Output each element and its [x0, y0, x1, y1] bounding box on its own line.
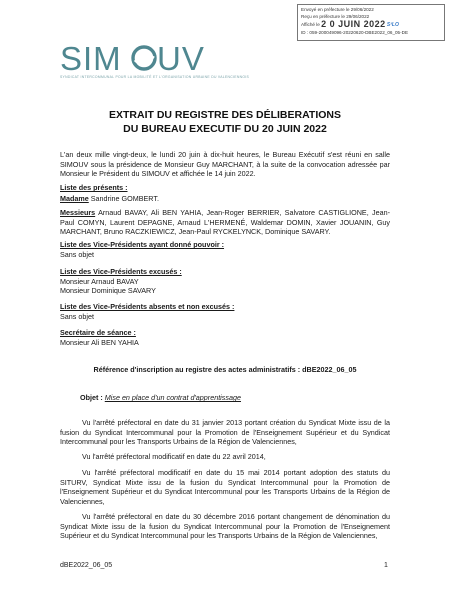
- stamp-date: 2 0 JUIN 2022: [321, 20, 386, 29]
- stamp-received: Reçu en préfecture le 29/06/2022: [301, 14, 370, 19]
- logo-text-uv: UV: [157, 40, 205, 75]
- objet-label: Objet :: [80, 393, 103, 402]
- excuses-section: [60, 267, 390, 296]
- secretaire-text: Monsieur Ali BEN YAHIA: [60, 337, 139, 347]
- title-line-1: EXTRAIT DU REGISTRE DES DÉLIBERATIONS: [109, 109, 341, 121]
- page-title: [60, 108, 390, 136]
- present-heading: Liste des présents :: [60, 183, 128, 192]
- stamp-posted: Affiché le 2 0 JUIN 2022 S²LO: [301, 20, 399, 29]
- prefecture-stamp: [297, 4, 445, 41]
- excuse-1: Monsieur Arnaud BAVAY: [60, 276, 139, 286]
- stamp-sent: Envoyé en préfecture le 29/06/2022: [301, 7, 374, 12]
- absents-heading: Liste des Vice-Présidents absents et non excusés :: [60, 302, 235, 311]
- logo-text-sim: SIM: [60, 40, 122, 75]
- messieurs-label: Messieurs: [60, 208, 96, 218]
- messieurs-names: Arnaud BAVAY, Ali BEN YAHIA, Jean-Roger BERRIER, Salvatore CASTIGLIONE, Jean-Paul COMYN, Laurent DEPAGNE, Arnaud L'HERMENÉ, Waldemar DOMIN, Xavier JOUANIN, Guy MARCHANT, Bruno RACZKIEWICZ, Jean-Paul RYCKELYNCK, Dominique SAVARY.: [60, 208, 390, 237]
- absents-section: [60, 302, 390, 321]
- logo-o-icon: [133, 47, 155, 69]
- vu-2: Vu l'arrêté préfectoral modificatif en date du 22 avril 2014,: [82, 452, 266, 461]
- pouvoir-text: Sans objet: [60, 249, 94, 259]
- title-line-2: DU BUREAU EXECUTIF DU 20 JUIN 2022: [123, 123, 327, 135]
- objet-text: Mise en place d'un contrat d'apprentissage: [104, 393, 241, 402]
- vu-1: Vu l'arrêté préfectoral en date du 31 janvier 2013 portant création du Syndicat Mixte issu de la fusion du Syndicat Intercommunal pour la Promotion de l'Enseignement Supérieur et du Syndicat Intercommunal pour les Transports Urbains de la Région de Valenciennes,: [60, 418, 390, 447]
- footer-reference: dBE2022_06_05: [60, 562, 113, 569]
- present-section: [60, 183, 390, 237]
- excuse-2: Monsieur Dominique SAVARY: [60, 286, 156, 296]
- s2low-logo: S²LO: [386, 22, 399, 28]
- secretaire-section: [60, 328, 390, 347]
- intro-paragraph: L'an deux mille vingt-deux, le lundi 20 juin à dix-huit heures, le Bureau Exécutif s'est réuni en salle SIMOUV sous la présidence de Monsieur Guy MARCHANT, à la suite de la convocation adressée par Monsieur le Président du SIMOUV et affichée le 14 juin 2022.: [60, 150, 390, 179]
- absents-text: Sans objet: [60, 311, 94, 321]
- vu-3: Vu l'arrêté préfectoral modificatif en date du 15 mai 2014 portant adoption des statuts du SITURV, Syndicat Mixte issu de la fusion du Syndicat Intercommunal pour la Promotion de l'Enseignement Supérieur et du Syndicat Intercommunal pour les Transports Urbains de la Région de Valenciennes,: [60, 468, 390, 506]
- vu-4: Vu l'arrêté préfectoral en date du 30 décembre 2016 portant changement de dénomination du Syndicat Mixte issu de la fusion du Syndicat Intercommunal pour la Promotion de l'Enseignement Supérieur et du Syndicat Intercommunal pour les Transports Urbains de la Région de Valenciennes,: [60, 512, 390, 541]
- logo-subtitle: SYNDICAT INTERCOMMUNAL POUR LA MOBILITÉ ET L'ORGANISATION URBAINE DU VALENCIENNOIS: [60, 75, 250, 79]
- pouvoir-section: [60, 240, 390, 259]
- madame-label: Madame: [60, 193, 89, 203]
- registry-reference: Référence d'inscription au registre des actes administratifs : dBE2022_06_05: [93, 365, 357, 374]
- madame-names: Sandrine GOMBERT.: [88, 193, 159, 203]
- pouvoir-heading: Liste des Vice-Présidents ayant donné pouvoir :: [60, 240, 225, 249]
- page-number: 1: [384, 562, 388, 569]
- secretaire-heading: Secrétaire de séance :: [60, 328, 136, 337]
- stamp-id: ID : 059-200049096-20220620-DBE2022_06_05-DE: [301, 30, 409, 35]
- excuses-heading: Liste des Vice-Présidents excusés :: [60, 267, 182, 276]
- simouv-logo: [60, 40, 210, 75]
- objet-line: [80, 393, 380, 403]
